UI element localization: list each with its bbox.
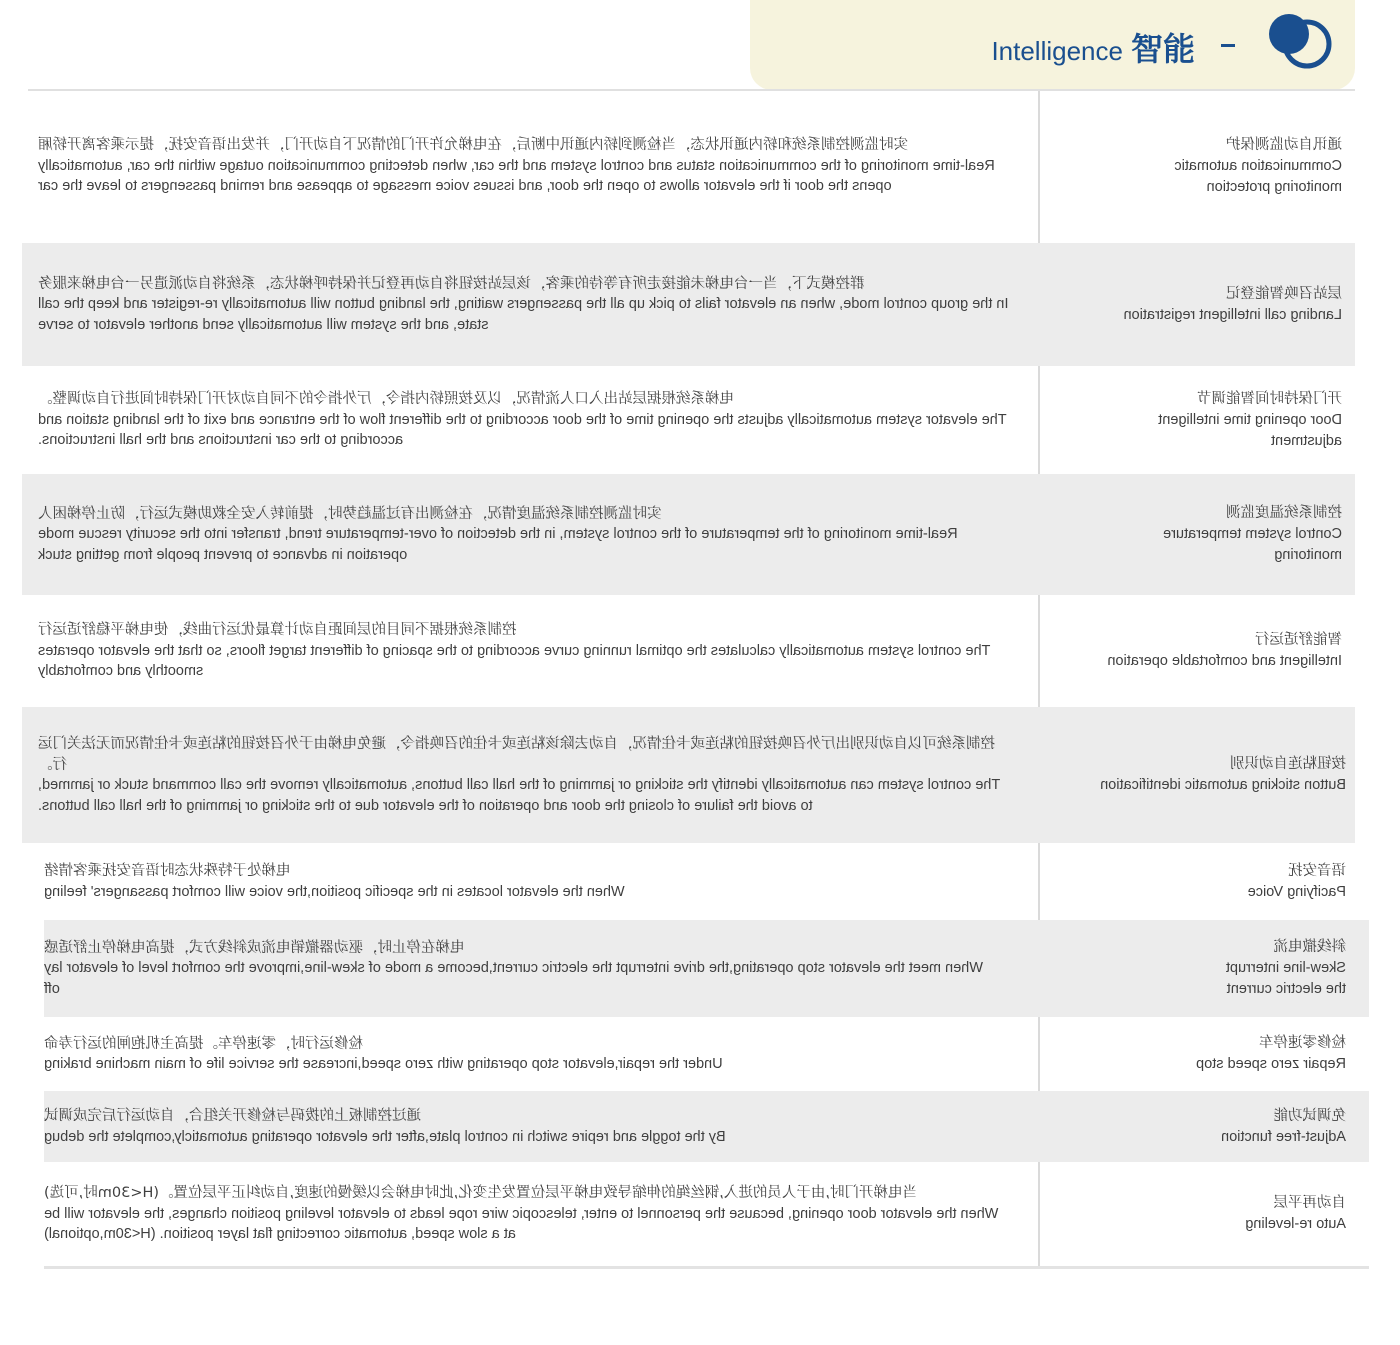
- feature-name-zh: 自动再平层: [1273, 1195, 1346, 1211]
- description-en: When the elevator door opening, because the personnel to enter, telescopic wire rope leads to elevator leveling position changes, the elevator will be at a slow speed, automatic correcting flat layer position. (H<30m,optional): [44, 1205, 999, 1243]
- description-zh: 实时监测控制系统温度情况，在检测出有过温趋势时，提前转入安全救助模式运行，防止停梯困人: [38, 505, 662, 522]
- feature-description: [44, 1162, 1002, 1266]
- description-zh: 实时监测控制系统和轿内通讯状态，当检测到轿内通讯中断后，在电梯允许开门的情况下自动开门，并发出语音安抚，提示乘客离开轿厢: [38, 137, 908, 154]
- feature-description: [44, 843, 1002, 920]
- description-zh: 控制系统可以自动识别出厅外召唤按钮的粘连或卡住情况，自动去除该粘连或卡住的召唤指令，避免电梯由于外召按钮的粘连或卡住情况而无法关门运行。: [38, 736, 995, 773]
- feature-name-zh: 检修零速停车: [1259, 1035, 1346, 1051]
- feature-name-zh: 智能舒适运行: [1255, 632, 1342, 648]
- feature-row: [44, 843, 1369, 920]
- description-zh: 检修运行时，零速停车。提高主机抱闸的运行寿命: [44, 1035, 363, 1052]
- feature-row: [44, 1091, 1369, 1162]
- feature-name: [1056, 920, 1346, 1017]
- feature-name-en: Button sticking automatic identification: [1100, 777, 1346, 793]
- description-en: Under the repair,elevator stop operating with zero speed,increase the service life of main machine braking: [44, 1056, 723, 1072]
- feature-description: [38, 91, 1010, 241]
- feature-name: [1052, 474, 1342, 595]
- description-zh: 电梯系统根据层站出入口人流情况，以及按照轿内指令，厅外指令的不同自动对开门保持时间进行自动调整。: [38, 391, 734, 408]
- description-en: When the elevator locates in the specific position,the voice will comfort passangers' feeling: [44, 883, 625, 900]
- circle-logo-icon: [1265, 10, 1335, 74]
- section-header: [750, 0, 1355, 90]
- feature-name-en: Door opening time intelligent adjustment: [1158, 411, 1342, 449]
- feature-row: [44, 1017, 1369, 1091]
- feature-name-en: Auto re-leveling: [1245, 1216, 1346, 1232]
- feature-description: [38, 474, 1010, 595]
- feature-name: [1052, 595, 1342, 707]
- feature-name-zh: 语音安抚: [1288, 862, 1346, 879]
- feature-row: [44, 920, 1369, 1017]
- feature-name-en: Skew-line interrupt the electric current: [1225, 960, 1346, 997]
- description-zh: 电梯处于特殊状态时语音安抚乘客情绪: [44, 863, 291, 879]
- feature-name-zh: 开门保持时间智能调节: [1197, 390, 1342, 407]
- feature-name-en: Landing call intelligent registration: [1123, 306, 1342, 323]
- feature-name-zh: 控制系统温度监测: [1226, 505, 1342, 521]
- section-title-zh: 智能: [1130, 31, 1195, 67]
- feature-name-en: Intelligent and comfortable operation: [1107, 653, 1342, 669]
- description-zh: 通过控制板上的拨码与检修开关组合，自动运行后完成调试: [44, 1108, 421, 1124]
- feature-description: [38, 243, 1010, 366]
- section-title-en: Intelligence: [991, 36, 1123, 66]
- description-zh: 当电梯开门时,由于人员的进入,钢丝绳的伸缩导致电梯平层位置发生变化,此时电梯会以缓慢的速度,自动纠正平层位置。(H<30m时,可选): [44, 1185, 917, 1202]
- feature-description: [38, 366, 1010, 474]
- description-en: When meet the elevator stop operating,the drive interrupt the electric current,become a mode of skew-line,improve the comfort level of elevator lay off: [44, 960, 983, 997]
- description-zh: 电梯在停止时，驱动器撤销电流成斜线方式，提高电梯停止舒适感: [44, 939, 465, 956]
- bottom-rule: [44, 1266, 1369, 1269]
- feature-name: [1052, 366, 1342, 474]
- feature-name: [1056, 843, 1346, 920]
- feature-description: [44, 1091, 1002, 1162]
- feature-row: [22, 707, 1355, 843]
- feature-row: [22, 595, 1355, 707]
- feature-row: [28, 91, 1355, 241]
- feature-row: [44, 1162, 1369, 1266]
- description-en: In the group control mode, when an elevator fails to pick up all the passengers waiting, the landing button will automatically re-register and keep the call state, and the system will automatically send another elevator to serve: [38, 296, 1009, 333]
- feature-name: [1056, 1162, 1346, 1266]
- feature-row: [22, 243, 1355, 366]
- title-dash: [1221, 44, 1235, 47]
- feature-row: [22, 366, 1355, 474]
- feature-name-zh: 免调试功能: [1273, 1107, 1346, 1124]
- feature-description: [44, 1017, 1002, 1091]
- feature-name: [1056, 1091, 1346, 1162]
- feature-description: [38, 595, 1010, 707]
- description-en: By the toggle and repire switch in control plate,after the elevator operating automaticly,complete the debug: [44, 1128, 726, 1145]
- feature-name-en: Repair zero speed stop: [1196, 1056, 1346, 1072]
- description-en: Real-time monitoring of the communication status and control system and the car, when detecting communication outage within the car, automatically opens the door if the elevator allows to open the door, and issues voice message to appease and remind passengers to leave the car: [38, 157, 995, 195]
- feature-name: [1046, 707, 1346, 843]
- feature-name-en: Adjust-free function: [1221, 1128, 1346, 1145]
- feature-description: [44, 920, 1002, 1017]
- description-en: The elevator system automatically adjusts the opening time of the door according to the different flow of the entrance and exit of the landing station and according to the car instructions and the hall instructions.: [38, 411, 1007, 449]
- description-en: The control system automatically calculates the optimal running curve according to the spacing of different target floors, so that the elevator operates smoothly and comfortably: [38, 642, 991, 680]
- feature-name-en: Communication automatic monitoring protection: [1174, 157, 1342, 195]
- feature-name-en: Pacifying Voice: [1247, 883, 1346, 900]
- feature-description: [38, 707, 1010, 843]
- section-title: [991, 24, 1195, 70]
- description-zh: 群控模式下，当一台电梯未能接走所有等待的乘客，该层站按钮将自动再登记并保持呼梯状态，系统将自动派遣另一台电梯来服务: [38, 275, 865, 292]
- feature-name-zh: 通讯自动监测保护: [1226, 136, 1342, 153]
- description-zh: 控制系统根据不同目的层间距自动计算最优运行曲线，使电梯平稳舒适运行: [38, 622, 517, 639]
- description-en: Real-time monitoring of the temperature of the control system, in the detection of over-temperature trend, transfer into the security rescue mode operation in advance to prevent people from getting stuck: [38, 526, 958, 563]
- feature-name: [1052, 91, 1342, 241]
- feature-name-en: Control system temperature monitoring: [1163, 526, 1342, 563]
- feature-row: [22, 474, 1355, 595]
- feature-name-zh: 斜线撤电流: [1273, 939, 1346, 955]
- feature-name: [1056, 1017, 1346, 1091]
- description-en: The control system can automatically identify the sticking or jamming of the hall call buttons, automatically remove the call command stuck or jammed, to avoid the failure of closing the door and operation of the elevator due to the sticking or jamming of the hall call buttons.: [38, 777, 1001, 814]
- feature-name-zh: 层站召唤智能登记: [1226, 285, 1342, 302]
- feature-name-zh: 按钮粘连自动识别: [1230, 756, 1346, 772]
- feature-name: [1052, 243, 1342, 366]
